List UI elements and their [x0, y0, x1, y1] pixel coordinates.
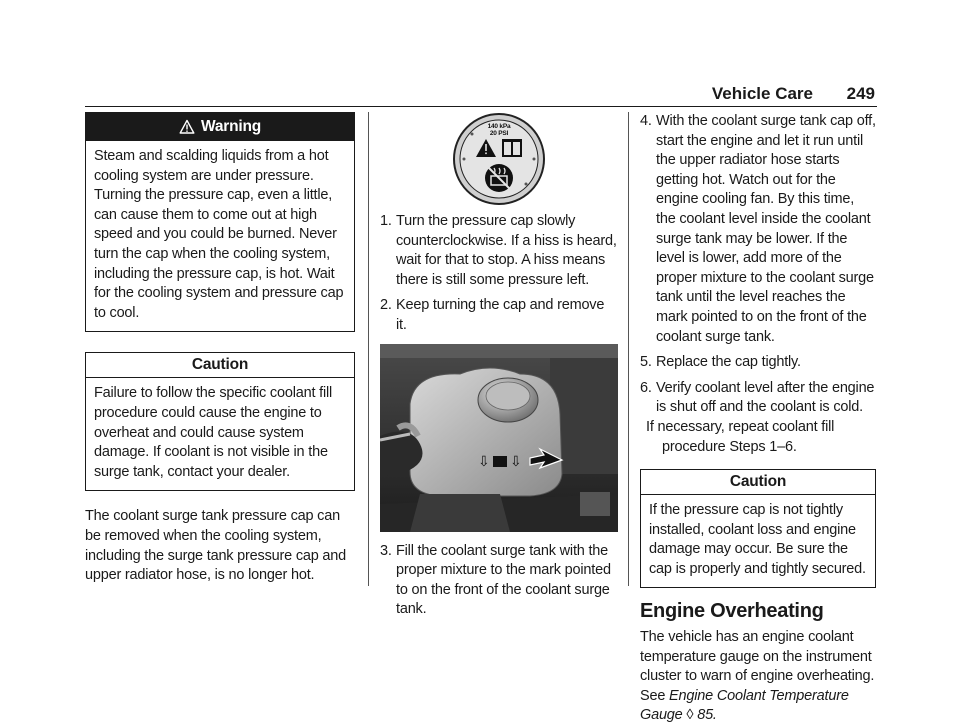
- step-text: Turn the pressure cap slowly counterclockwise. If a hiss is heard, wait for that to stop. A hiss means there is still some pressure left.: [396, 213, 617, 288]
- column-2: [380, 112, 618, 626]
- min-mark-arrow: ⇩: [478, 453, 490, 470]
- caution-box-1: [85, 352, 355, 491]
- surge-tank-image: [380, 344, 618, 532]
- step-1: [380, 212, 618, 290]
- surge-tank-photo: [380, 344, 618, 532]
- cap-psi-label: 20 PSI: [489, 130, 509, 137]
- step-number: 1.: [380, 213, 392, 229]
- warning-icon: [179, 119, 195, 135]
- step-number: 4.: [640, 113, 652, 129]
- pressure-cap-icon: [452, 112, 546, 206]
- caution-text: Failure to follow the specific coolant fill procedure could cause the engine to overheat and could cause system damage. If coolant is not visible in the surge tank, contact your dealer.: [94, 385, 333, 480]
- gauge-reference-link[interactable]: Engine Coolant Temperature Gauge: [640, 687, 849, 724]
- step-2: [380, 296, 618, 335]
- max-mark-arrow: ⇩: [510, 453, 522, 470]
- pressure-cap-illustration: [380, 112, 618, 206]
- step-number: 2.: [380, 297, 392, 314]
- caution-title: Caution: [641, 470, 875, 495]
- intro-paragraph: The coolant surge tank pressure cap can be removed when the cooling system, including the surge tank pressure cap and upper radiator hose, is no longer hot.: [85, 508, 347, 584]
- reference-icon: ◊: [686, 707, 694, 724]
- step-number: 3.: [380, 542, 392, 559]
- warning-text: Steam and scalding liquids from a hot cooling system are under pressure. Turning the pressure cap, even a little, can cause them to come out at high speed and you could be burned. Never turn the cap when the cooling system, including the pressure cap, is hot. Wait for the cooling system and pressure cap to cool.: [94, 148, 344, 321]
- column-1: [85, 112, 355, 586]
- reference-page[interactable]: 85.: [697, 707, 717, 724]
- cap-kpa-label: 140 kPa: [487, 123, 511, 130]
- warning-title: Warning: [200, 118, 262, 136]
- step-text: Keep turning the cap and remove it.: [396, 297, 605, 333]
- step-5: [640, 353, 876, 373]
- caution-text: If the pressure cap is not tightly installed, coolant loss and engine damage may occur. Be sure the cap is properly and tightly secured.: [649, 502, 866, 577]
- column-divider: [628, 112, 629, 586]
- warning-box: [85, 112, 355, 332]
- overheating-text: The vehicle has an engine coolant temperature gauge on the instrument cluster to warn of engine overheating. See: [640, 629, 875, 704]
- step-text: Replace the cap tightly.: [656, 354, 801, 371]
- caution-box-2: [640, 469, 876, 588]
- page-header: [85, 82, 877, 107]
- column-divider: [368, 112, 369, 586]
- step-text: Verify coolant level after the engine is shut off and the coolant is cold.: [656, 379, 875, 416]
- step-4: [640, 112, 876, 347]
- step-3: [380, 542, 618, 620]
- column-3: [640, 112, 876, 726]
- warning-header: [86, 113, 354, 141]
- step-number: 6.: [640, 379, 652, 396]
- section-title: Vehicle Care: [711, 84, 813, 103]
- step-number: 5.: [640, 354, 652, 371]
- step-6: [640, 379, 876, 457]
- step-text: Fill the coolant surge tank with the proper mixture to the mark pointed to on the front of the coolant surge tank.: [396, 542, 611, 618]
- page-number: 249: [846, 84, 875, 103]
- step-text: With the coolant surge tank cap off, start the engine and let it run until the upper radiator hose starts getting hot. Watch out for the engine cooling fan. By this time, the coolant level inside the coolant surge tank may be lower. If the level is lower, add more of the proper mixture to the coolant surge tank until the level reaches the mark pointed to on the front of the coolant surge tank.: [656, 113, 876, 345]
- caution-title: Caution: [86, 353, 354, 378]
- overheating-paragraph: [640, 628, 876, 726]
- section-heading: Engine Overheating: [640, 600, 824, 623]
- tank-manual-symbol: [493, 456, 507, 467]
- step-6-note: If necessary, repeat coolant fill procedure Steps 1–6.: [646, 418, 835, 455]
